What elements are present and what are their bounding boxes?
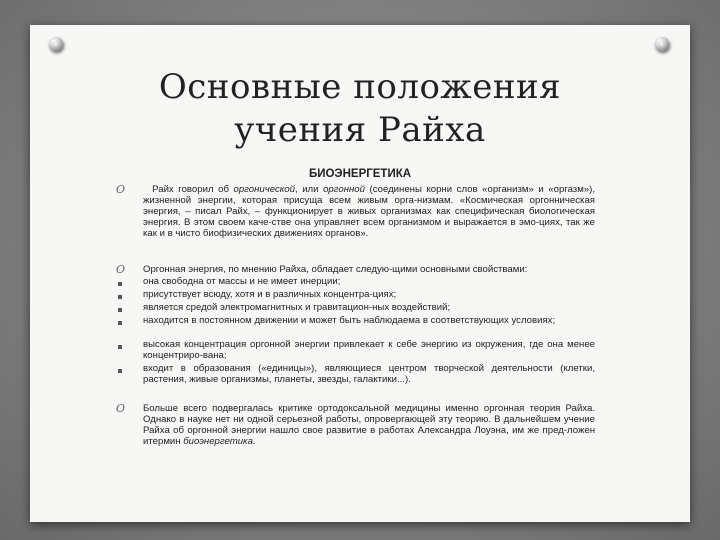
title-line-2: учения Райха [234, 110, 486, 150]
para3-italic-b: биоэнергетика [183, 435, 253, 447]
slide-title [120, 66, 600, 152]
para1-text-a: Райх говорил об [152, 184, 234, 195]
section-heading: БИОЭНЕРГЕТИКА [308, 168, 412, 180]
square-bullet-icon [118, 321, 122, 325]
para1-italic-d: оргонной [323, 184, 365, 195]
para1-text-e: (соединены корни слов «организм» и «оргазм»), жизненной энергии, которая присуща всем живым орга-низмам. «Космическая оргонническая энергия, – писал Райх, – функционирует в живых организмах как специфическая биологическая энергия. В этом своем каче-стве она управляет всем организмом и выражается в эмо-циях, так же как и в чисто биофизических движениях органов». [143, 184, 595, 239]
para1-italic-b: оргонической [233, 184, 295, 195]
property-item: высокая концентрация оргонной энергии привлекает к себе энергию из окружения, где она менее концентриро-вана; [143, 339, 595, 361]
bullet-o-icon: O [116, 402, 126, 415]
title-line-1: Основные положения [158, 67, 562, 107]
paragraph-2-intro: Оргонная энергия, по мнению Райха, обладает следую-щими основными свойствами: [143, 264, 528, 275]
bullet-o-icon: O [116, 183, 126, 196]
paragraph-3 [143, 404, 595, 448]
para3-text-a: Больше всего подвергалась критике ортодоксальной медицины именно оргонная теория Райха. Однако в науке нет ни одной серьезной работы, опровергающей эту теорию. В дальнейшем учение Райха об оргонной энергии нашло свое развитие в работах Александра Лоуэна, им же пред-ложен итермин [143, 403, 595, 447]
square-bullet-icon [118, 295, 122, 299]
property-item: входит в образования («единицы»), являющиеся центром творческой деятельности (клетки, растения, живые организмы, планеты, звезды, галактики...). [143, 363, 595, 385]
square-bullet-icon [118, 282, 122, 286]
para3-text-c: . [252, 435, 256, 447]
pushpin-icon [49, 37, 63, 51]
square-bullet-icon [118, 345, 122, 349]
property-item: она свободна от массы и не имеет инерции; [143, 276, 341, 287]
property-item: присутствует всюду, хотя и в различных концентра-циях; [143, 289, 397, 300]
paragraph-1 [143, 185, 595, 240]
square-bullet-icon [118, 308, 122, 312]
property-item: является средой электромагнитных и гравитацион-ных воздействий; [143, 302, 451, 313]
square-bullet-icon [118, 369, 122, 373]
bullet-o-icon: O [116, 263, 126, 276]
para1-text-c: , или [294, 184, 324, 195]
pushpin-icon [655, 37, 669, 51]
property-item: находится в постоянном движении и может быть наблюдаема в соответствующих условиях; [143, 315, 556, 326]
